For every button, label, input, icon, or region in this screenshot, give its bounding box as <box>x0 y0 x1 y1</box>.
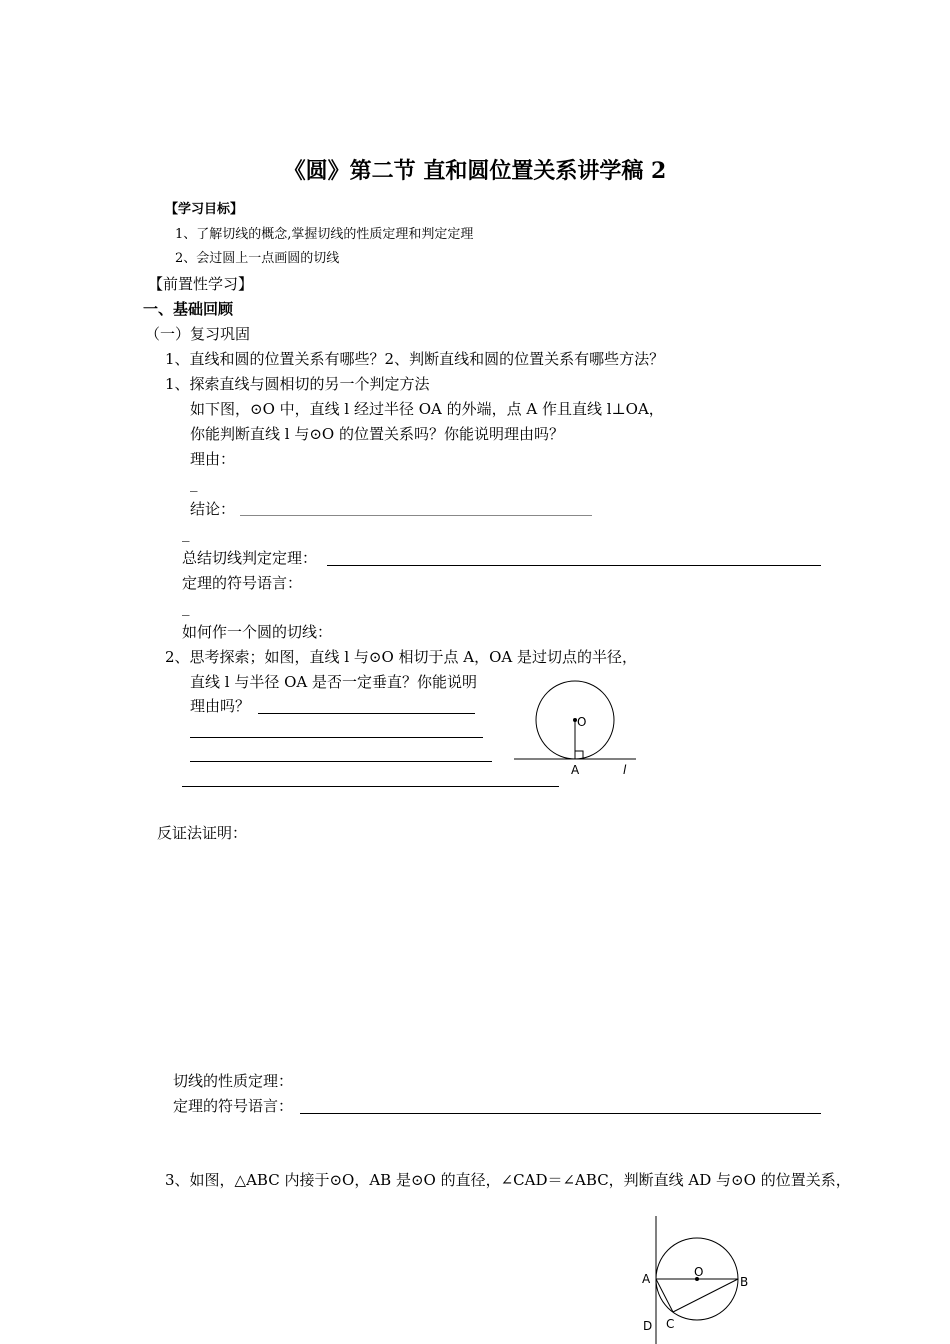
question-3: 3、如图，△ABC 内接于⊙O，AB 是⊙O 的直径，∠CAD＝∠ABC，判断直线 AD 与⊙O 的位置关系， <box>165 1171 851 1189</box>
question-1-text: 如下图，⊙O 中，直线 l 经过半径 OA 的外端，点 A 作且直线 l⊥OA， <box>190 400 664 418</box>
objective-item: 2、会过圆上一点画圆的切线 <box>175 251 340 266</box>
label-a: A <box>571 763 580 777</box>
symbol-label: 定理的符号语言： <box>182 574 303 592</box>
property-label: 切线的性质定理： <box>173 1072 294 1090</box>
conclusion-label: 结论： <box>190 500 236 518</box>
label-b: B <box>740 1275 749 1289</box>
tangent-figure <box>505 670 645 780</box>
objectives-heading: 【学习目标】 <box>165 202 244 217</box>
answer-blank[interactable] <box>258 713 475 714</box>
subsection-heading: （一）复习巩固 <box>145 325 251 343</box>
review-question: 1、直线和圆的位置关系有哪些？2、判断直线和圆的位置关系有哪些方法？ <box>165 350 665 368</box>
answer-blank[interactable] <box>182 786 559 787</box>
right-angle-mark <box>575 751 583 759</box>
answer-blank[interactable] <box>190 737 483 738</box>
side-cb <box>673 1279 738 1312</box>
question-2: 2、思考探索；如图，直线 l 与⊙O 相切于点 A，OA 是过切点的半径， <box>165 648 638 666</box>
section-heading: 一、基础回顾 <box>143 300 234 318</box>
label-d: D <box>643 1319 653 1333</box>
label-a: A <box>642 1272 651 1286</box>
answer-blank[interactable] <box>190 761 492 762</box>
blank-dash: _ <box>182 524 190 542</box>
question-2-text: 理由吗？ <box>190 697 251 715</box>
summary-label: 总结切线判定定理： <box>182 549 318 567</box>
label-l: l <box>623 763 627 777</box>
reason-label: 理由： <box>190 450 236 468</box>
label-o: O <box>694 1265 704 1279</box>
page-title: 《圆》第二节 直和圆位置关系讲学稿 2 <box>283 158 667 184</box>
label-o: O <box>577 715 587 729</box>
property-symbol-blank[interactable] <box>300 1113 821 1114</box>
how-label: 如何作一个圆的切线： <box>182 623 333 641</box>
question-2-text: 直线 l 与半径 OA 是否一定垂直？你能说明 <box>190 673 478 691</box>
summary-blank[interactable] <box>327 565 821 566</box>
proof-label: 反证法证明： <box>157 824 248 842</box>
inscribed-triangle-figure <box>636 1212 756 1344</box>
conclusion-blank[interactable] <box>240 515 592 516</box>
blank-dash: _ <box>190 474 198 492</box>
objective-item: 1、了解切线的概念,掌握切线的性质定理和判定定理 <box>175 227 474 242</box>
preview-heading: 【前置性学习】 <box>148 275 254 293</box>
side-ac <box>656 1279 673 1312</box>
question-1: 1、探索直线与圆相切的另一个判定方法 <box>165 375 430 393</box>
property-symbol-label: 定理的符号语言： <box>173 1097 294 1115</box>
label-c: C <box>666 1317 675 1331</box>
blank-dash: _ <box>182 598 190 616</box>
question-1-text: 你能判断直线 l 与⊙O 的位置关系吗？你能说明理由吗？ <box>190 425 564 443</box>
